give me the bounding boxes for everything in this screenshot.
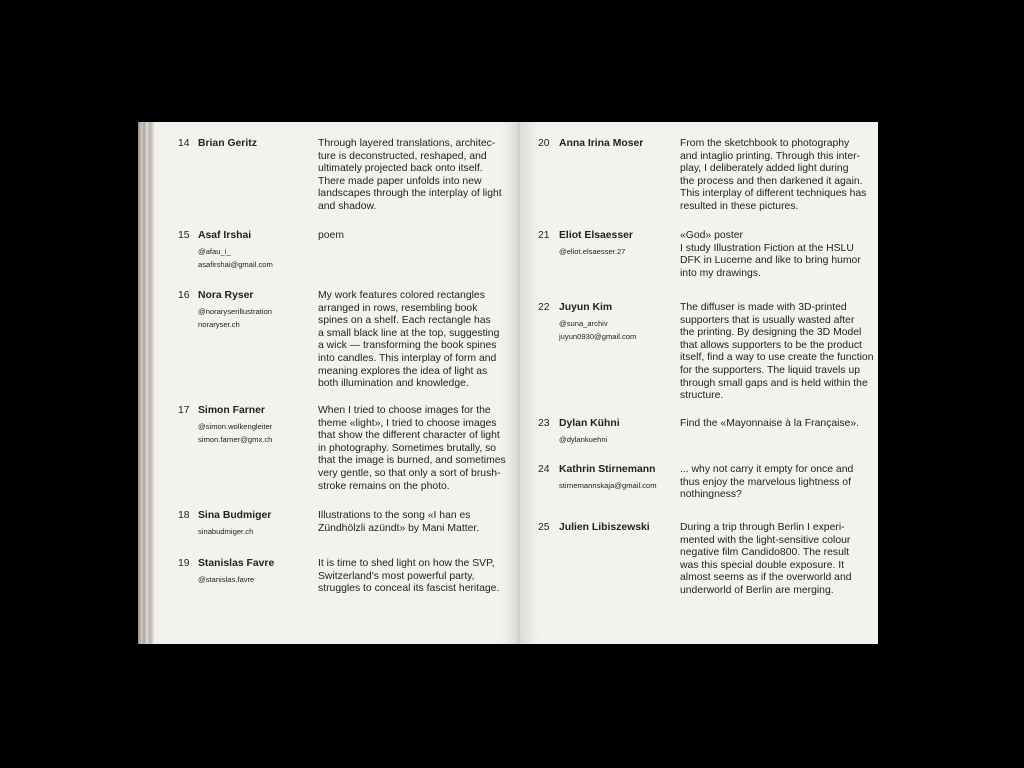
- contributor-contact: @dylankuehni: [559, 435, 608, 444]
- description-line: DFK in Lucerne and like to bring humor: [680, 255, 861, 267]
- entry-number: 15: [178, 230, 190, 241]
- contributor-contact: @stanislas.favre: [198, 575, 255, 584]
- description-line: theme «light», I tried to choose images: [318, 417, 497, 429]
- project-description: [680, 230, 861, 280]
- project-description: [680, 138, 866, 214]
- description-line: thus enjoy the marvelous lightness of: [680, 476, 851, 488]
- description-line: that the image is burned, and sometimes: [318, 455, 506, 467]
- contributor-contact: noraryser.ch: [198, 320, 240, 329]
- right-page: [520, 122, 878, 644]
- entry-number: 22: [538, 302, 550, 313]
- project-description: [680, 418, 859, 431]
- contributor-name: Sina Budmiger: [198, 510, 272, 521]
- description-line: From the sketchbook to photography: [680, 138, 850, 149]
- description-line: My work features colored rectangles: [318, 290, 485, 301]
- book-gutter: [518, 122, 522, 644]
- contributor-name: Asaf Irshai: [198, 230, 252, 241]
- entry-number: 23: [538, 418, 550, 429]
- project-description: [318, 138, 502, 214]
- contributor-contact: @noraryserillustration: [198, 307, 272, 316]
- entry-number: 19: [178, 558, 190, 569]
- description-line: into candles. This interplay of form and: [318, 352, 497, 364]
- description-line: for the supporters. The liquid travels up: [680, 364, 861, 376]
- description-line: a wick — transforming the book spines: [318, 340, 497, 352]
- contributor-name: Juyun Kim: [559, 302, 613, 313]
- description-line: almost seems as if the overworld and: [680, 572, 852, 584]
- description-line: ultimately projected back onto itself.: [318, 163, 483, 175]
- description-line: structure.: [680, 390, 724, 402]
- contributor-name: Julien Libiszewski: [559, 522, 650, 533]
- project-description: [680, 302, 874, 403]
- description-line: ... why not carry it empty for once and: [680, 464, 854, 475]
- entry-number: 25: [538, 522, 550, 533]
- contributor-contact: sinabudmiger.ch: [198, 527, 254, 536]
- entry-number: 17: [178, 405, 190, 416]
- entry-number: 18: [178, 510, 190, 521]
- description-line: both illumination and knowledge.: [318, 378, 469, 390]
- contributor-name: Dylan Kühni: [559, 418, 620, 429]
- description-line: the printing. By designing the 3D Model: [680, 327, 862, 339]
- description-line: negative film Candido800. The result: [680, 547, 850, 559]
- description-line: stroke remains on the photo.: [318, 480, 450, 492]
- description-line: ture is deconstructed, reshaped, and: [318, 150, 487, 162]
- entry-number: 14: [178, 138, 190, 149]
- project-description: [318, 405, 506, 493]
- contributor-contact: asafirshai@gmail.com: [198, 260, 273, 269]
- contributor-contact: simon.farner@gmx.ch: [198, 435, 273, 444]
- description-line: Through layered translations, architec-: [318, 138, 496, 149]
- description-line: meaning explores the idea of light as: [318, 365, 488, 377]
- description-line: I study Illustration Fiction at the HSLU: [680, 242, 854, 254]
- contributor-name: Eliot Elsaesser: [559, 230, 633, 241]
- description-line: «God» poster: [680, 230, 743, 241]
- open-book: [138, 122, 878, 644]
- description-line: and shadow.: [318, 200, 377, 212]
- description-line: arranged in rows, resembling book: [318, 302, 478, 314]
- description-line: It is time to shed light on how the SVP,: [318, 558, 495, 569]
- description-line: and intaglio printing. Through this inter-: [680, 150, 861, 162]
- contributor-contact: @simon.wolkengleiter: [198, 422, 273, 431]
- description-line: the process and then darkened it again.: [680, 175, 863, 187]
- description-line: When I tried to choose images for the: [318, 405, 491, 416]
- project-description: [680, 464, 853, 502]
- description-line: that allows supporters to be the product: [680, 339, 862, 351]
- description-line: underworld of Berlin are merging.: [680, 584, 834, 596]
- description-line: through small gaps and is held within the: [680, 377, 868, 389]
- contributor-name: Nora Ryser: [198, 290, 254, 301]
- left-page: [154, 122, 520, 644]
- description-line: spines on a shelf. Each rectangle has: [318, 315, 491, 327]
- description-line: was this special double exposure. It: [680, 559, 845, 571]
- description-line: a small black line at the top, suggesting: [318, 327, 500, 339]
- contributor-name: Kathrin Stirnemann: [559, 464, 656, 475]
- contributor-name: Anna Irina Moser: [559, 138, 644, 149]
- description-line: resulted in these pictures.: [680, 200, 799, 212]
- contributor-name: Simon Farner: [198, 405, 265, 416]
- project-description: [318, 510, 479, 535]
- description-line: The diffuser is made with 3D-printed: [680, 302, 847, 313]
- contributor-contact: @suna_archiv: [559, 319, 608, 328]
- contributor-name: Brian Geritz: [198, 138, 257, 149]
- entry-number: 20: [538, 138, 550, 149]
- description-line: in photography. Sometimes brutally, so: [318, 442, 497, 454]
- description-line: poem: [318, 230, 344, 241]
- description-line: Illustrations to the song «I han es: [318, 510, 471, 521]
- project-description: [318, 290, 499, 391]
- project-description: [318, 558, 499, 596]
- description-line: Switzerland's most powerful party,: [318, 570, 475, 582]
- contributor-name: Stanislas Favre: [198, 558, 275, 569]
- contributor-contact: @afau_i_: [198, 247, 231, 256]
- description-line: There made paper unfolds into new: [318, 175, 482, 187]
- contributor-contact: juyun0930@gmail.com: [559, 332, 637, 341]
- description-line: This interplay of different techniques has: [680, 188, 867, 200]
- description-line: During a trip through Berlin I experi-: [680, 522, 845, 533]
- description-line: mented with the light-sensitive colour: [680, 534, 851, 546]
- description-line: landscapes through the interplay of light: [318, 188, 502, 200]
- contributor-contact: stirnemannskaja@gmail.com: [559, 481, 657, 490]
- description-line: Zündhölzli azündt» by Mani Matter.: [318, 522, 480, 534]
- project-description: [318, 230, 344, 243]
- description-line: struggles to conceal its fascist heritage.: [318, 583, 500, 595]
- description-line: into my drawings.: [680, 267, 761, 279]
- description-line: play, I deliberately added light during: [680, 163, 849, 175]
- description-line: nothingness?: [680, 489, 742, 501]
- entry-number: 16: [178, 290, 190, 301]
- description-line: itself, find a way to use create the function: [680, 352, 874, 364]
- entry-number: 21: [538, 230, 550, 241]
- entry-number: 24: [538, 464, 550, 475]
- project-description: [680, 522, 852, 598]
- description-line: that show the different character of light: [318, 430, 500, 442]
- contributor-contact: @eliot.elsaesser.27: [559, 247, 626, 256]
- description-line: very gentle, so that only a sort of brush-: [318, 467, 501, 479]
- description-line: Find the «Mayonnaise à la Française».: [680, 418, 860, 429]
- description-line: supporters that is usually wasted after: [680, 314, 855, 326]
